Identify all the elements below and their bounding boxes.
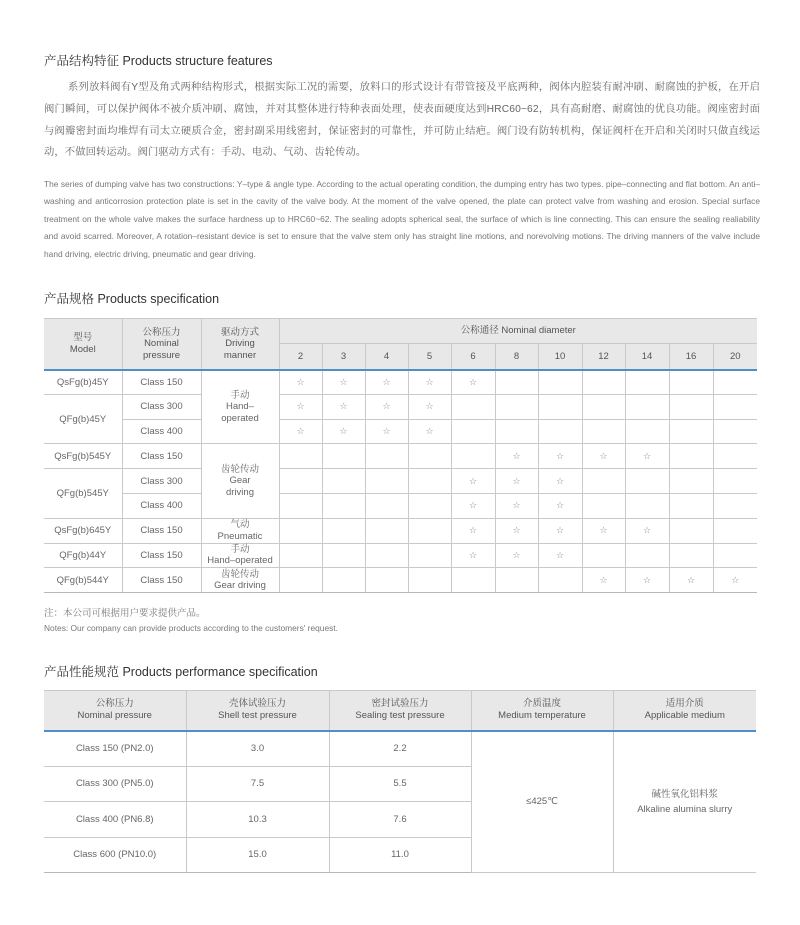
header-en: Medium temperature: [498, 710, 586, 722]
header-en: Nominal pressure: [77, 710, 152, 722]
star-icon: ☆: [468, 376, 478, 387]
drive-cn: 手动: [230, 543, 250, 555]
temperature-cell: ≤425℃: [471, 731, 613, 873]
star-icon: ☆: [686, 574, 696, 585]
header-diameter: 14: [625, 344, 669, 370]
pressure-cell: Class 300 (PN5.0): [44, 766, 186, 802]
header-diameter: 20: [713, 344, 757, 370]
star-icon: ☆: [642, 525, 652, 536]
drive-cn: 气动: [230, 519, 250, 531]
header-diameter: 8: [495, 344, 538, 370]
header-pressure: [122, 319, 201, 370]
star-icon: ☆: [512, 475, 521, 486]
header-cn: 介质温度: [522, 697, 561, 709]
header-cn: 密封试验压力: [371, 697, 429, 709]
header-pressure-en: pressure: [143, 349, 180, 361]
pressure-cell: Class 150: [122, 518, 201, 543]
header-shell-test: [186, 691, 329, 731]
star-icon: ☆: [468, 500, 478, 511]
table-row: [44, 419, 757, 444]
shell-cell: 7.5: [186, 766, 329, 802]
sealing-cell: 7.6: [329, 802, 471, 838]
structure-title: 产品结构特征 Products structure features: [44, 54, 273, 68]
header-nominal-pressure: [44, 691, 186, 731]
header-driving-cn: 驱动方式: [220, 326, 259, 338]
star-icon: ☆: [468, 525, 478, 536]
shell-cell: 3.0: [186, 731, 329, 767]
star-icon: ☆: [425, 401, 434, 412]
drive-cell: [201, 543, 279, 568]
pressure-cell: Class 150: [122, 543, 201, 568]
model-cell: QsFg(b)45Y: [44, 370, 122, 395]
header-pressure-cn: 公称压力: [142, 326, 181, 338]
header-cn: 公称压力: [95, 697, 134, 709]
table-row: [44, 370, 757, 395]
medium-en: Alkaline alumina slurry: [637, 803, 733, 815]
sealing-cell: 11.0: [329, 837, 471, 873]
star-icon: ☆: [296, 425, 305, 436]
star-icon: ☆: [339, 425, 348, 436]
header-diameter: 16: [669, 344, 713, 370]
pressure-cell: Class 400 (PN6.8): [44, 802, 186, 838]
star-icon: ☆: [555, 450, 565, 461]
star-icon: ☆: [382, 401, 391, 412]
star-icon: ☆: [512, 525, 521, 536]
shell-cell: 10.3: [186, 802, 329, 838]
drive-cn: 手动: [230, 389, 250, 401]
pressure-cell: Class 300: [122, 394, 201, 419]
star-icon: ☆: [512, 549, 521, 560]
header-diameter: 5: [408, 344, 451, 370]
structure-paragraph-en: The series of dumping valve has two constructions: Y–type & angle type. According to the actual operating condition, the dumping entry has two types. pipe–connecting and flat bottom. An anti–washing and anticorrosion protection plate is set in the cavity of the valve body. At the moment of the valve opened, the plate can protect valve from washing and erosion. Special surface treatment on the whole valve makes the surface hardness up to HRC60~62. The sealing adopts spherical seal, the surface of which is line connecting. This can ensure the sealing realiability and avoid scarred. Moreover, A rotation–resistant device is set to ensure that the valve stem only has straight line motions, and norevolving motions. The driving manners of the valve include hand driving, electric driving, pneumatic and gear driving.: [44, 179, 760, 259]
table-row: [44, 493, 757, 518]
model-cell: QsFg(b)645Y: [44, 518, 122, 543]
medium-cell: [613, 731, 756, 873]
star-icon: ☆: [425, 425, 434, 436]
star-icon: ☆: [731, 574, 740, 585]
star-icon: ☆: [468, 475, 478, 486]
model-cell: QFg(b)544Y: [44, 568, 122, 593]
star-icon: ☆: [599, 574, 608, 585]
drive-en: Pneumatic: [217, 530, 263, 542]
header-diameter: 2: [279, 344, 322, 370]
header-en: Sealing test pressure: [355, 710, 445, 722]
model-cell: QsFg(b)545Y: [44, 444, 122, 469]
star-icon: ☆: [425, 376, 434, 387]
drive-en: Hand–operated: [207, 555, 273, 567]
star-icon: ☆: [512, 450, 521, 461]
table-row: [44, 731, 756, 767]
star-icon: ☆: [555, 549, 565, 560]
pressure-cell: Class 150: [122, 444, 201, 469]
star-icon: ☆: [599, 525, 608, 536]
header-driving-en: manner: [223, 349, 257, 361]
drive-cn: 齿轮传动: [220, 568, 259, 580]
performance-table: [44, 690, 756, 873]
drive-cell: [201, 370, 279, 444]
star-icon: ☆: [382, 425, 391, 436]
drive-en: Hand–: [226, 401, 254, 413]
star-icon: ☆: [296, 401, 305, 412]
star-icon: ☆: [339, 401, 348, 412]
header-diameter: 12: [582, 344, 625, 370]
header-sealing-test: [329, 691, 471, 731]
table-row: [44, 568, 757, 593]
header-model-cn: 型号: [73, 332, 93, 344]
pressure-cell: Class 400: [122, 419, 201, 444]
pressure-cell: Class 150: [122, 370, 201, 395]
drive-cell: [201, 444, 279, 518]
star-icon: ☆: [599, 450, 608, 461]
star-icon: ☆: [642, 574, 652, 585]
model-cell: QFg(b)44Y: [44, 543, 122, 568]
star-icon: ☆: [555, 500, 565, 511]
medium-cn: 碱性氧化铝料浆: [651, 788, 718, 800]
star-icon: ☆: [468, 549, 478, 560]
header-en: Shell test pressure: [218, 710, 297, 722]
drive-cell: [201, 518, 279, 543]
star-icon: ☆: [555, 525, 565, 536]
header-cn: 壳体试验压力: [228, 697, 286, 709]
table-row: [44, 518, 757, 543]
header-en: Applicable medium: [644, 710, 725, 722]
shell-cell: 15.0: [186, 837, 329, 873]
pressure-cell: Class 150: [122, 568, 201, 593]
header-nominal-diameter: 公称通径 Nominal diameter: [279, 319, 757, 344]
drive-en: Gear: [229, 475, 251, 487]
sealing-cell: 5.5: [329, 766, 471, 802]
pressure-cell: Class 600 (PN10.0): [44, 837, 186, 873]
header-diameter: 6: [451, 344, 495, 370]
spec-table: [44, 318, 757, 593]
sealing-cell: 2.2: [329, 731, 471, 767]
table-row: [44, 469, 757, 494]
pressure-cell: Class 300: [122, 469, 201, 494]
spec-title: 产品规格 Products specification: [44, 292, 220, 306]
note-cn: 注：本公司可根据用户要求提供产品。: [44, 608, 206, 619]
star-icon: ☆: [555, 475, 565, 486]
model-cell: QFg(b)545Y: [44, 469, 122, 519]
pressure-cell: Class 150 (PN2.0): [44, 731, 186, 767]
header-driving: [201, 319, 279, 370]
header-diameter: 10: [538, 344, 582, 370]
drive-cn: 齿轮传动: [220, 463, 259, 475]
header-model: [44, 319, 122, 370]
structure-paragraph-cn: 系列放料阀有Y型及角式两种结构形式，根据实际工况的需要，放料口的形式设计有带管接及平底两种，阀体内腔装有耐冲刷、耐腐蚀的护板，在开启阀门瞬间，可以保护阀体不被介质冲刷、腐蚀，并对其整体进行特种表面处理，使表面硬度达到HRC60~62，具有高耐磨、耐腐蚀的优良功能。阀座密封面与阀瓣密封面均堆焊有司太立硬质合金，密封副采用线密封，保证密封的可靠性，并可防止结疤。阀门设有防转机构，保证阀杆在开启和关闭时只做直线运动，不做回转运动。阀门驱动方式有：手动、电动、气动、齿轮传动。: [44, 82, 760, 159]
table-row: [44, 543, 757, 568]
header-cn: 适用介质: [665, 697, 704, 709]
header-medium-temperature: [471, 691, 613, 731]
star-icon: ☆: [512, 500, 521, 511]
performance-title: 产品性能规范 Products performance specification: [44, 665, 318, 679]
star-icon: ☆: [382, 376, 391, 387]
pressure-cell: Class 400: [122, 493, 201, 518]
header-applicable-medium: [613, 691, 756, 731]
model-cell: QFg(b)45Y: [44, 394, 122, 444]
drive-en: driving: [226, 486, 254, 498]
header-diameter: 4: [365, 344, 408, 370]
star-icon: ☆: [339, 376, 348, 387]
table-row: [44, 394, 757, 419]
star-icon: ☆: [296, 376, 305, 387]
drive-en: operated: [221, 412, 259, 424]
note-en: Notes: Our company can provide products according to the customers' request.: [44, 623, 338, 633]
drive-en: Gear driving: [214, 580, 266, 592]
table-row: [44, 444, 757, 469]
header-pressure-en: Nominal: [144, 338, 179, 349]
header-diameter: 3: [322, 344, 365, 370]
drive-cell: [201, 568, 279, 593]
header-driving-en: Driving: [225, 338, 255, 349]
star-icon: ☆: [642, 450, 652, 461]
header-model-en: Model: [69, 343, 96, 355]
